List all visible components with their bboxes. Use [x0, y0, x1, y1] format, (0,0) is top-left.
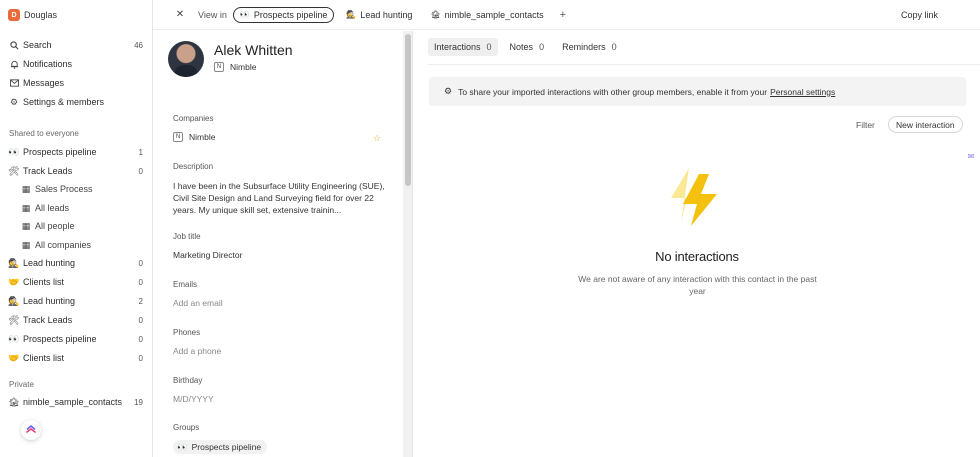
sidebar-item-label: Search [23, 40, 52, 50]
sidebar-item-count: 0 [138, 334, 143, 344]
sidebar-item-label: Settings & members [23, 97, 105, 107]
sidebar-item-label: Notifications [23, 59, 73, 69]
sidebar [0, 0, 153, 457]
tab-label: Reminders [562, 42, 606, 52]
sidebar-item-nimble-sample-contacts[interactable] [0, 393, 153, 411]
private-section-title: Private [9, 380, 34, 389]
table-icon: ▦ [21, 202, 31, 213]
sidebar-item-all-companies[interactable] [0, 236, 153, 254]
view-pill-prospects-pipeline[interactable] [233, 7, 335, 23]
sidebar-item-clients-list-2[interactable] [0, 349, 153, 367]
sidebar-item-label: Messages [23, 78, 65, 88]
contact-name[interactable]: Alek Whitten [214, 42, 293, 58]
building-icon: 🏚 [8, 396, 20, 407]
sidebar-item-count: 2 [138, 296, 143, 306]
avatar [168, 41, 204, 77]
tab-label: Interactions [434, 42, 481, 52]
sidebar-item-notifications[interactable] [0, 55, 153, 73]
sidebar-item-count: 0 [138, 277, 143, 287]
tab-count: 0 [539, 42, 545, 52]
star-icon[interactable]: ☆ [373, 133, 382, 143]
new-interaction-button[interactable]: New interaction [888, 116, 963, 133]
sidebar-item-label: nimble_sample_contacts [23, 397, 123, 407]
sidebar-item-prospects-pipeline[interactable] [0, 143, 153, 161]
bell-icon [8, 60, 20, 69]
sidebar-item-label: Sales Process [35, 184, 93, 194]
table-icon: ▦ [21, 239, 31, 250]
view-in-label: View in [198, 9, 227, 20]
table-icon: ▦ [21, 183, 31, 194]
detective-icon: 🕵 [346, 10, 357, 19]
sidebar-item-all-people[interactable] [0, 217, 153, 235]
groups-label: Groups [173, 423, 200, 432]
eyes-icon: 👀 [8, 146, 20, 157]
tab-label: Notes [509, 42, 534, 52]
add-phone-field[interactable]: Add a phone [173, 346, 222, 356]
mail-icon [8, 79, 20, 87]
sidebar-item-search[interactable] [0, 36, 153, 54]
group-chip-label: Prospects pipeline [191, 442, 262, 452]
birthday-label: Birthday [173, 376, 203, 385]
sidebar-item-count: 46 [134, 40, 143, 50]
hammer-icon: 🛠 [8, 314, 20, 325]
sidebar-item-track-leads-2[interactable] [0, 311, 153, 329]
tabs-divider [428, 64, 980, 65]
empty-state-title: No interactions [655, 249, 739, 264]
sidebar-item-count: 0 [138, 166, 143, 176]
sidebar-item-count: 0 [138, 353, 143, 363]
close-icon[interactable]: ✕ [175, 9, 185, 20]
filter-button[interactable]: Filter [856, 120, 875, 130]
pill-label: Prospects pipeline [253, 9, 328, 20]
eyes-icon: 👀 [239, 10, 250, 19]
sidebar-item-sales-process[interactable] [0, 180, 153, 198]
sidebar-item-track-leads[interactable] [0, 162, 153, 180]
add-view-plus-icon[interactable]: + [559, 8, 567, 21]
pill-label: Lead hunting [360, 9, 413, 20]
pill-label: nimble_sample_contacts [444, 9, 544, 20]
search-icon [8, 41, 20, 50]
table-icon: ▦ [21, 220, 31, 231]
scrollbar-thumb[interactable] [405, 34, 411, 186]
sidebar-item-label: Track Leads [23, 315, 73, 325]
building-icon: 🏚 [430, 10, 441, 19]
contact-company: Nimble [230, 62, 257, 72]
contact-company-line[interactable] [214, 62, 256, 72]
sidebar-item-label: Clients list [23, 277, 65, 287]
sidebar-item-label: Lead hunting [23, 296, 76, 306]
sidebar-item-label: Track Leads [23, 166, 73, 176]
hammer-icon: 🛠 [8, 165, 20, 176]
personal-settings-link[interactable]: Personal settings [770, 86, 836, 97]
companies-value[interactable] [173, 132, 215, 142]
add-email-field[interactable]: Add an email [173, 298, 223, 308]
view-pill-nimble-sample-contacts[interactable] [424, 7, 549, 23]
emails-label: Emails [173, 280, 198, 289]
sidebar-item-lead-hunting[interactable] [0, 254, 153, 272]
companies-value-label: Nimble [189, 132, 216, 142]
contact-scrollbar[interactable] [403, 31, 413, 457]
description-label: Description [173, 162, 214, 171]
workspace-switcher[interactable] [0, 0, 152, 30]
handshake-icon: 🤝 [8, 352, 20, 363]
companies-label: Companies [173, 114, 214, 123]
info-banner [429, 77, 966, 106]
sidebar-item-lead-hunting-2[interactable] [0, 292, 153, 310]
tab-reminders[interactable] [556, 38, 623, 56]
tab-count: 0 [611, 42, 617, 52]
sidebar-item-count: 0 [138, 258, 143, 268]
sidebar-item-label: All companies [35, 240, 92, 250]
workspace-name: Douglas [24, 10, 58, 20]
sidebar-item-label: Prospects pipeline [23, 147, 97, 157]
workspace-badge: D [8, 9, 20, 21]
shared-section-title: Shared to everyone [9, 129, 79, 138]
sidebar-item-label: Lead hunting [23, 258, 76, 268]
birthday-field[interactable]: M/D/YYYY [173, 394, 214, 404]
tab-notes[interactable] [504, 38, 551, 56]
activity-panel [414, 31, 980, 457]
top-bar [153, 0, 980, 30]
tab-interactions[interactable] [428, 38, 498, 56]
sidebar-item-count: 0 [138, 315, 143, 325]
company-logo-icon: N [214, 62, 224, 72]
tab-count: 0 [486, 42, 492, 52]
phones-label: Phones [173, 328, 201, 337]
detective-icon: 🕵 [8, 257, 20, 268]
lightning-bolt-icon [669, 164, 719, 228]
sidebar-item-count: 1 [138, 147, 143, 157]
banner-text: To share your imported interactions with other group members, enable it from your [458, 86, 768, 97]
sidebar-item-prospects-pipeline-2[interactable] [0, 330, 153, 348]
detective-icon: 🕵 [8, 295, 20, 306]
sidebar-item-label: Prospects pipeline [23, 334, 97, 344]
view-pill-lead-hunting[interactable] [340, 7, 418, 23]
company-logo-icon: N [173, 132, 183, 142]
sidebar-item-messages[interactable] [0, 74, 153, 92]
description-value[interactable]: I have been in the Subsurface Utility Engineering (SUE), Civil Site Design and Land Surveying field for over 22 years. My unique skill set, extensive trainin... [173, 181, 385, 215]
sidebar-item-label: All leads [35, 203, 70, 213]
sidebar-item-label: All people [35, 221, 75, 231]
sidebar-item-count: 19 [134, 397, 143, 407]
job-title-value[interactable]: Marketing Director [173, 250, 243, 260]
contact-panel [153, 31, 413, 457]
group-chip[interactable] [173, 440, 267, 454]
job-title-label: Job title [173, 232, 201, 241]
sidebar-item-all-leads[interactable] [0, 199, 153, 217]
sidebar-item-clients-list[interactable] [0, 273, 153, 291]
eyes-icon: 👀 [8, 333, 20, 344]
sidebar-item-settings[interactable] [0, 93, 153, 111]
gear-icon: ⚙ [9, 96, 19, 107]
gear-icon: ⚙ [444, 86, 453, 96]
handshake-icon: 🤝 [8, 276, 20, 287]
empty-state-subtitle: We are not aware of any interaction with this contact in the past year [578, 274, 817, 296]
sidebar-item-label: Clients list [23, 353, 65, 363]
eyes-icon: 👀 [177, 441, 188, 452]
activity-tabs [428, 38, 629, 56]
mail-extension-icon[interactable]: ✉ [967, 152, 975, 161]
app-logo-icon[interactable] [21, 420, 41, 440]
copy-link-button[interactable]: Copy link [900, 9, 938, 20]
